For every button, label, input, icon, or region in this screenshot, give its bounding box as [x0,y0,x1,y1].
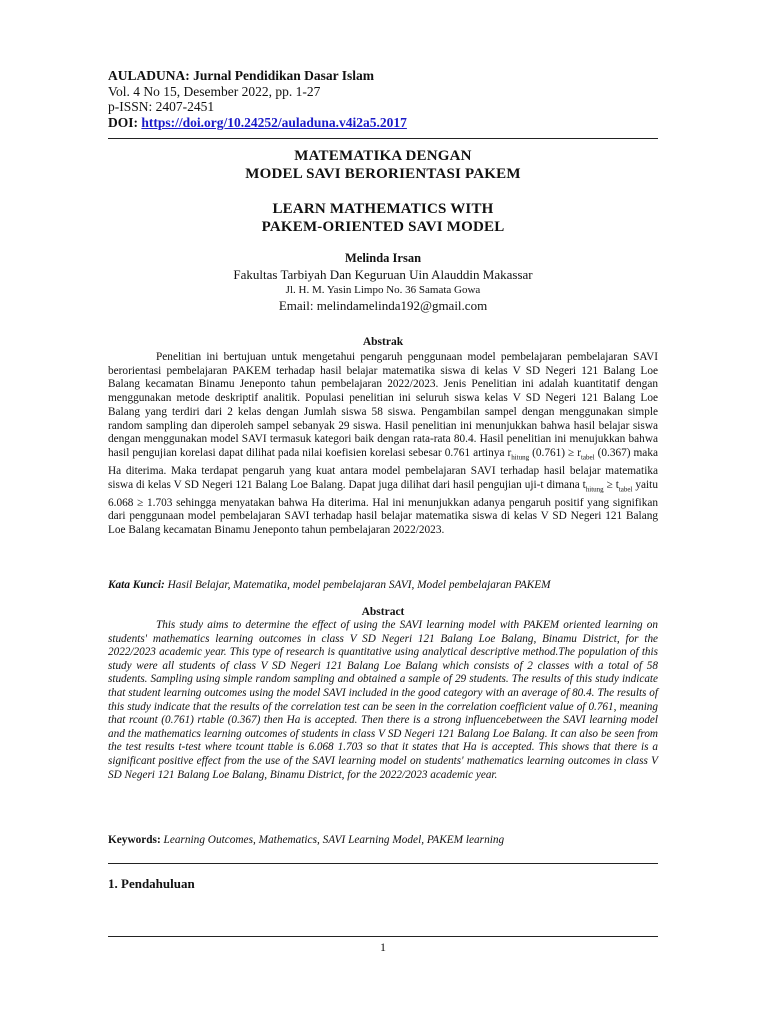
author-address: Jl. H. M. Yasin Limpo No. 36 Samata Gowa [285,284,481,296]
abstrak-text-2: (0.761) ≥ r [529,446,581,459]
abstrak-text-1: Penelitian ini bertujuan untuk mengetahui pengaruh penggunaan model pembelajaran pembelajaran SAVI berorientasi pembelajaran PAKEM terhadap hasil belajar matematika siswa di kelas V SD Negeri 121 Balang Loe Balang kecamatan Binamu Jeneponto tahun pembelajaran 2022/2023. Jenis Penelitian ini adalah kuantitatif dengan menggunakan metode deskriptif analitik. Populasi penelitian ini seluruh siswa kelas V SD Negeri 121 Balang Loe Balang yang terdiri dari 2 kelas dengan Jumlah siswa 58 siswa. Pengambilan sampel dengan menggunakan simple random sampling dan diperoleh sampel sebanyak 29 siswa. Hasil penelitian ini menunjukkan bahwa hasil belajar siswa dengan menggunakan model SAVI termasuk kategori baik dengan rata-rata 80.4. Hasil penelitian ini menujukkan bahwa hasil pengujian korelasi dapat dilihat pada nilai koefisien korelasi sebesar 0.761 artinya r [108,351,658,459]
kata-kunci [108,578,658,592]
journal-header [108,68,668,130]
author-name: Melinda Irsan [344,251,422,265]
doi-link[interactable]: https://doi.org/10.24252/auladuna.v4i2a5.2017 [141,114,407,130]
author-email: Email: melindamelinda192@gmail.com [278,298,488,313]
title-en-line-1: LEARN MATHEMATICS WITH [272,201,494,217]
section-heading: 1. Pendahuluan [108,876,195,891]
header-divider [108,138,658,139]
footer-divider [108,936,658,937]
journal-volume: Vol. 4 No 15, Desember 2022, pp. 1-27 [108,83,321,99]
abstrak-body [108,351,658,538]
title-id-line-1: MATEMATIKA DENGAN [294,148,472,164]
title-english [108,200,658,236]
sub-hitung-2: hitung [585,484,604,493]
abstrak-text-5: yaitu 6.068 ≥ 1.703 sehingga menyatakan bahwa Ha diterima. Hal ini menunjukkan adanya pengaruh positif yang signifikan dari penggunaan model pembelajaran SAVI terhadap hasil belajar matematika siswa di kelas V SD Negeri 121 Balang Loe Balang kecamatan Binamu Jeneponto tahun pembelajaran 2022/2023. [108,478,658,536]
author-affiliation: Fakultas Tarbiyah Dan Keguruan Uin Alauddin Makassar [233,267,533,282]
sub-hitung: hitung [511,453,530,462]
title-indonesian [108,147,658,183]
abstract-heading: Abstract [361,606,405,618]
abstrak-heading: Abstrak [362,336,404,348]
abstrak-text-3: (0.367) maka Ha diterima. Maka terdapat pengaruh yang kuat antara model pembelajaran SAVI terhadap hasil belajar matematika siswa di kelas V SD Negeri 121 Balang Loe Balang. Dapat juga dilihat dari hasil pengujian uji-t dimana t [108,446,658,491]
keywords-text: Learning Outcomes, Mathematics, SAVI Learning Model, PAKEM learning [160,834,505,846]
doi-row [108,115,668,131]
page-number: 1 [380,940,386,954]
keywords-label: Keywords: [108,834,161,846]
journal-name: AULADUNA: Jurnal Pendidikan Dasar Islam [108,68,375,83]
sub-tabel: tabel [580,453,595,462]
title-en-line-2: PAKEM-ORIENTED SAVI MODEL [261,219,505,235]
doi-label: DOI: [108,114,142,130]
kata-kunci-text: Hasil Belajar, Matematika, model pembelajaran SAVI, Model pembelajaran PAKEM [164,579,551,591]
sub-tabel-2: tabel [618,484,633,493]
journal-issn: p-ISSN: 2407-2451 [108,99,215,114]
keywords [108,833,658,847]
kata-kunci-label: Kata Kunci: [108,579,165,591]
abstract-body: This study aims to determine the effect of using the SAVI learning model with PAKEM oriented learning on students' mathematics learning outcomes in class V SD Negeri 121 Balang Loe Balang, Binamu District, for the 2022/2023 academic year. This type of research is quantitative using analytical descriptive method.The population of this study were all students of class V SD Negeri 121 Balang Loe Balang which consists of 2 classes with a total of 58 students. Sampling using simple random sampling and obtained a sample of 29 students. The results of this study indicate that student learning outcomes using the model SAVI included in the good category with an average of 80.4. The results of this study indicate that the results of the correlation test can be seen in the correlation coefficient value of 0.761, meaning that rcount (0.761) rtable (0.367) then Ha is accepted. Then there is a strong influencebetween the SAVI learning model and the mathematics learning outcomes of students in class V SD Negeri 121 Balang Loe Balang. It can also be seen from the test results t-test where tcount ttable is 6.068 1.703 so that it states that Ha is accepted. This shows that there is a significant positive effect from the use of the SAVI learning model on students' mathematics learning outcomes in class V SD Negeri 121 Balang Loe Balang, Binamu District, for the 2022/2023 academic year. [108,619,658,781]
abstract-divider [108,863,658,864]
title-id-line-2: MODEL SAVI BERORIENTASI PAKEM [245,166,521,182]
abstrak-text-4: ≥ t [603,478,619,491]
